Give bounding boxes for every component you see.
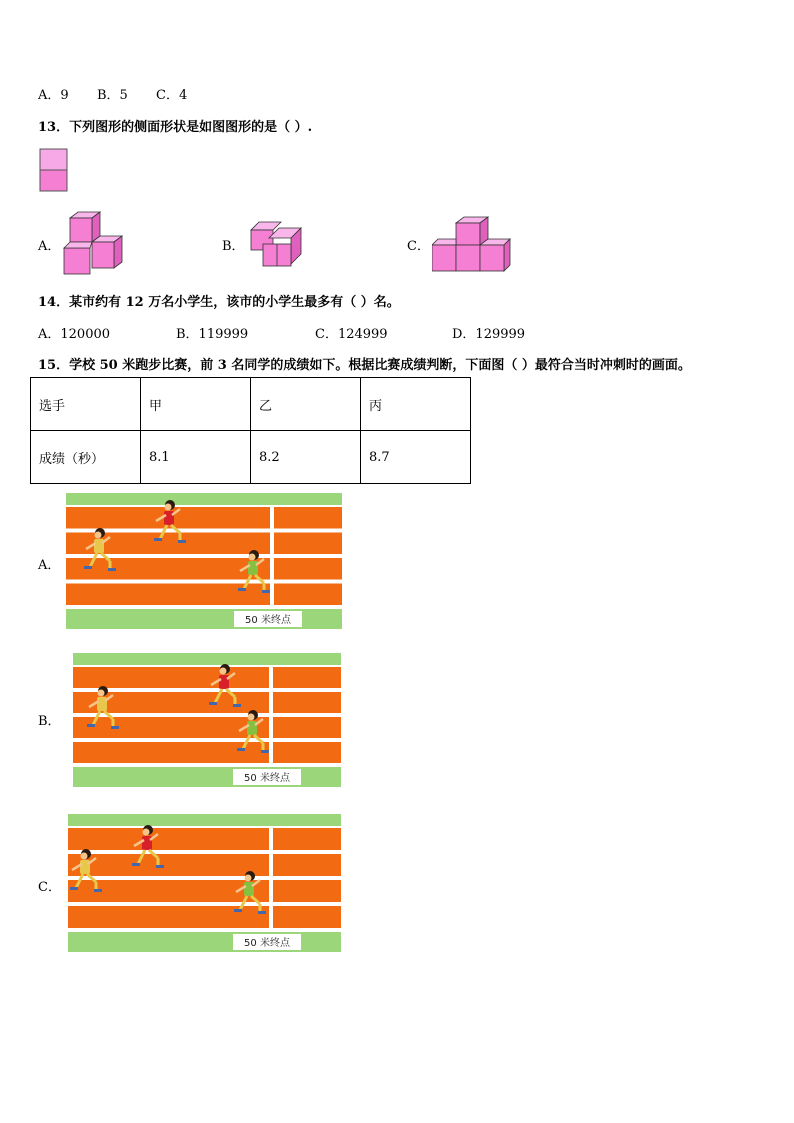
q13-option-b-cubes[interactable] (247, 218, 307, 270)
q15-text: 15．学校 50 米跑步比赛，前 3 名同学的成绩如下。根据比赛成绩判断，下面图（ ）最符合当时冲刺时的画面。 (38, 358, 691, 373)
q13-option-a-cubes[interactable] (62, 210, 128, 276)
table-cell: 8.1 (141, 431, 251, 484)
q13-option-b-label[interactable]: B． (222, 239, 245, 254)
q13-option-c-label[interactable]: C． (407, 239, 430, 254)
table-header-cell: 乙 (251, 378, 361, 431)
track-lane (66, 584, 342, 606)
finish-label: 50 米终点 (245, 615, 291, 626)
track-top-grass (68, 814, 341, 826)
finish-line (269, 665, 273, 765)
q15-option-b-label[interactable]: B． (38, 714, 61, 729)
table-row (31, 378, 471, 431)
table-row (31, 431, 471, 484)
finish-label: 50 米终点 (244, 773, 290, 784)
finish-label: 50 米终点 (244, 938, 290, 949)
track-top-grass (66, 493, 342, 505)
q14-text: 14．某市约有 12 万名小学生，该市的小学生最多有（ ）名。 (38, 295, 400, 310)
finish-line (269, 826, 273, 930)
q14-option-a[interactable]: A．120000 (38, 327, 111, 342)
q13-option-c-cubes[interactable] (432, 215, 514, 273)
track-lane (66, 558, 342, 580)
track-top-grass (73, 653, 341, 665)
track-lane (66, 507, 342, 529)
q14-option-b[interactable]: B．119999 (176, 327, 249, 342)
q15-option-c-label[interactable]: C． (38, 880, 61, 895)
track-lane (68, 880, 341, 902)
prev-option-b[interactable]: B．5 (97, 88, 128, 103)
q13-side-view-figure (39, 148, 69, 194)
track-lane (73, 742, 341, 763)
q15-option-a-label[interactable]: A． (38, 558, 61, 573)
q13-text: 13．下列图形的侧面形状是如图图形的是（ ）. (38, 120, 313, 135)
track-lane (68, 854, 341, 876)
track-lane (68, 906, 341, 928)
q14-option-d[interactable]: D．129999 (452, 327, 526, 342)
table-cell: 8.2 (251, 431, 361, 484)
prev-option-c[interactable]: C．4 (156, 88, 188, 103)
table-header-cell: 丙 (361, 378, 471, 431)
table-header-cell: 选手 (31, 378, 141, 431)
q13-option-a-label[interactable]: A． (38, 239, 61, 254)
track-lane (73, 667, 341, 688)
track-lane (68, 828, 341, 850)
track-lane (66, 533, 342, 555)
table-cell: 成绩（秒） (31, 431, 141, 484)
q15-option-b-track-picture[interactable] (73, 653, 341, 787)
table-cell: 8.7 (361, 431, 471, 484)
q14-option-c[interactable]: C．124999 (315, 327, 388, 342)
q15-score-table (30, 377, 471, 484)
finish-line (270, 505, 274, 607)
track-lane (73, 692, 341, 713)
table-header-cell: 甲 (141, 378, 251, 431)
q15-option-c-track-picture[interactable] (68, 814, 341, 952)
q15-option-a-track-picture[interactable] (66, 493, 342, 629)
prev-option-a[interactable]: A．9 (38, 88, 69, 103)
